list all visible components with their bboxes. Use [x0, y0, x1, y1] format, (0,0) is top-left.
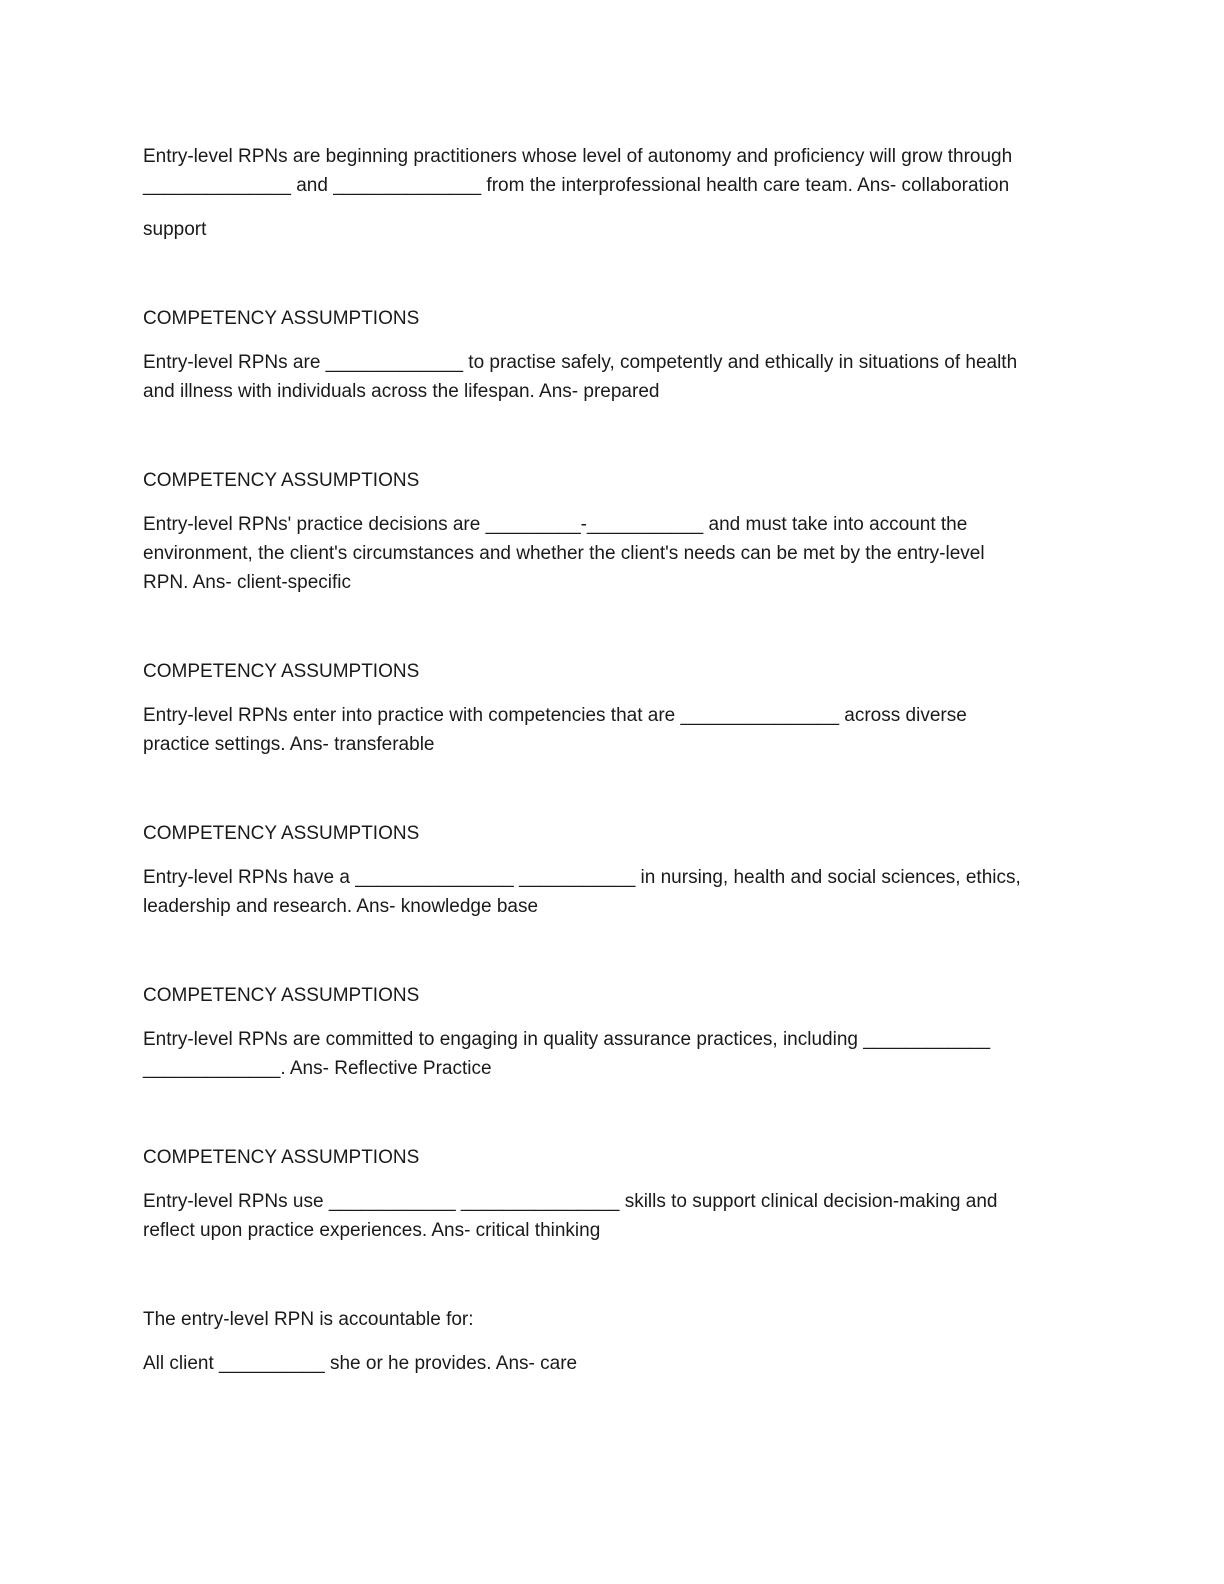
question-1-line-2: ______________ and ______________ from the interprofessional health care team. Ans- collaboration [143, 175, 1010, 196]
question-3-line-2: environment, the client's circumstances and whether the client's needs can be met by the entry-level [143, 543, 985, 564]
question-7-line-1: Entry-level RPNs use ____________ _______________ skills to support clinical decision-making and [143, 1191, 998, 1212]
question-5-line-1: Entry-level RPNs have a _______________ ___________ in nursing, health and social sciences, ethics, [143, 867, 1021, 888]
question-1-line-1: Entry-level RPNs are beginning practitioners whose level of autonomy and proficiency will grow through [143, 146, 1013, 167]
section-heading: COMPETENCY ASSUMPTIONS [143, 470, 420, 491]
question-3-line-3: RPN. Ans- client-specific [143, 572, 352, 593]
section-heading: COMPETENCY ASSUMPTIONS [143, 661, 420, 682]
question-2-line-1: Entry-level RPNs are _____________ to practise safely, competently and ethically in situations of health [143, 352, 1018, 373]
section-heading: COMPETENCY ASSUMPTIONS [143, 985, 420, 1006]
question-5-line-2: leadership and research. Ans- knowledge base [143, 896, 539, 917]
question-3-line-1: Entry-level RPNs' practice decisions are _________-___________ and must take into account the [143, 514, 968, 535]
section-heading: COMPETENCY ASSUMPTIONS [143, 1147, 420, 1168]
section-heading: COMPETENCY ASSUMPTIONS [143, 823, 420, 844]
question-7-line-2: reflect upon practice experiences. Ans- critical thinking [143, 1220, 601, 1241]
accountability-heading: The entry-level RPN is accountable for: [143, 1309, 474, 1330]
section-heading: COMPETENCY ASSUMPTIONS [143, 308, 420, 329]
question-4-line-1: Entry-level RPNs enter into practice with competencies that are _______________ across diverse [143, 705, 967, 726]
question-8-line-1: All client __________ she or he provides. Ans- care [143, 1353, 578, 1374]
question-1-answer: support [143, 219, 207, 240]
question-6-line-1: Entry-level RPNs are committed to engaging in quality assurance practices, including ____________ [143, 1029, 991, 1050]
question-2-line-2: and illness with individuals across the lifespan. Ans- prepared [143, 381, 660, 402]
question-4-line-2: practice settings. Ans- transferable [143, 734, 435, 755]
question-6-line-2: _____________. Ans- Reflective Practice [143, 1058, 492, 1079]
